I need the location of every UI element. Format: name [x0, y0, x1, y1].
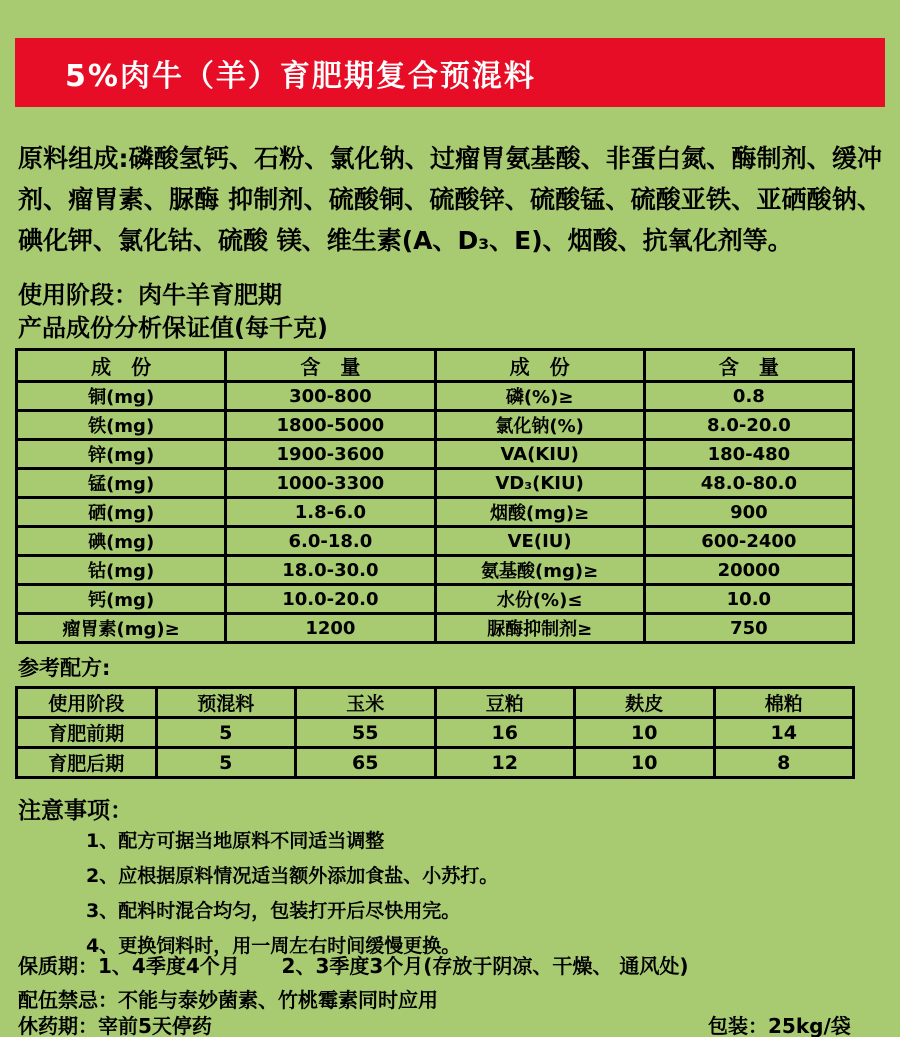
- table-cell: 瘤胃素(mg)≥: [17, 614, 226, 643]
- table-row: [17, 527, 854, 556]
- table-cell: 碘(mg): [17, 527, 226, 556]
- title-banner: [15, 38, 885, 107]
- table-cell: 750: [644, 614, 853, 643]
- analysis-table-title: 产品成份分析保证值(每千克): [18, 314, 328, 342]
- table-row: [17, 382, 854, 411]
- column-header: 预混料: [156, 688, 296, 718]
- package-spec: 包装：25kg/袋: [708, 1014, 851, 1037]
- table-cell: 育肥后期: [17, 748, 157, 778]
- table-cell: 1000-3300: [226, 469, 435, 498]
- table-cell: 5: [156, 748, 296, 778]
- note-item: 2、应根据原料情况适当额外添加食盐、小苏打。: [86, 865, 499, 887]
- table-cell: 8.0-20.0: [644, 411, 853, 440]
- table-cell: 6.0-18.0: [226, 527, 435, 556]
- table-cell: 育肥前期: [17, 718, 157, 748]
- note-item: 4、更换饲料时，用一周左右时间缓慢更换。: [86, 935, 461, 957]
- composition-analysis-table: [15, 348, 855, 644]
- table-cell: 900: [644, 498, 853, 527]
- column-header: 成 份: [435, 350, 644, 382]
- table-row: [17, 498, 854, 527]
- table-row: [17, 718, 854, 748]
- note-item: 3、配料时混合均匀，包装打开后尽快用完。: [86, 900, 461, 922]
- incompatibility-line: 配伍禁忌：不能与泰妙菌素、竹桃霉素同时应用: [18, 988, 438, 1012]
- table-cell: 10: [575, 748, 715, 778]
- table-cell: 10: [575, 718, 715, 748]
- table-cell: 氨基酸(mg)≥: [435, 556, 644, 585]
- table-cell: 水份(%)≤: [435, 585, 644, 614]
- notes-title: 注意事项：: [18, 798, 133, 824]
- table-cell: VD₃(KIU): [435, 469, 644, 498]
- table-cell: 脲酶抑制剂≥: [435, 614, 644, 643]
- table-cell: 钙(mg): [17, 585, 226, 614]
- ingredients-paragraph: 原料组成:磷酸氢钙、石粉、氯化钠、过瘤胃氨基酸、非蛋白氮、酶制剂、缓冲剂、瘤胃素、脲酶 抑制剂、硫酸铜、硫酸锌、硫酸锰、硫酸亚铁、亚硒酸钠、碘化钾、氯化钴、硫酸 镁、维生素(A、D₃、E)、烟酸、抗氧化剂等。: [18, 144, 882, 255]
- table-row: [17, 440, 854, 469]
- table-cell: 烟酸(mg)≥: [435, 498, 644, 527]
- table-cell: 20000: [644, 556, 853, 585]
- usage-stage-line: 使用阶段：肉牛羊育肥期: [18, 281, 282, 309]
- notes-list: [86, 824, 866, 964]
- table-cell: 180-480: [644, 440, 853, 469]
- table-cell: 磷(%)≥: [435, 382, 644, 411]
- table-header-row: [17, 688, 854, 718]
- table-cell: 16: [435, 718, 575, 748]
- table-cell: 600-2400: [644, 527, 853, 556]
- table-row: [17, 469, 854, 498]
- table-cell: 8: [714, 748, 854, 778]
- note-item: 1、配方可据当地原料不同适当调整: [86, 830, 385, 852]
- table-cell: 锰(mg): [17, 469, 226, 498]
- table-cell: 10.0: [644, 585, 853, 614]
- table-cell: 钴(mg): [17, 556, 226, 585]
- reference-formula-title: 参考配方:: [18, 656, 111, 680]
- column-header: 含 量: [226, 350, 435, 382]
- product-title: 5%肉牛（羊）育肥期复合预混料: [65, 58, 536, 94]
- shelf-life-line: 保质期：1、4季度4个月 2、3季度3个月(存放于阴凉、干燥、 通风处): [18, 954, 689, 978]
- table-cell: 48.0-80.0: [644, 469, 853, 498]
- table-row: [17, 614, 854, 643]
- table-cell: VA(KIU): [435, 440, 644, 469]
- table-cell: 1800-5000: [226, 411, 435, 440]
- table-header-row: [17, 350, 854, 382]
- table-cell: 18.0-30.0: [226, 556, 435, 585]
- table-row: [17, 556, 854, 585]
- table-cell: 1.8-6.0: [226, 498, 435, 527]
- table-cell: 锌(mg): [17, 440, 226, 469]
- column-header: 麸皮: [575, 688, 715, 718]
- table-cell: 铁(mg): [17, 411, 226, 440]
- withdrawal-period-line: 休药期：宰前5天停药: [18, 1014, 212, 1037]
- column-header: 豆粕: [435, 688, 575, 718]
- table-row: [17, 585, 854, 614]
- table-row: [17, 748, 854, 778]
- column-header: 棉粕: [714, 688, 854, 718]
- table-cell: 1900-3600: [226, 440, 435, 469]
- table-cell: 铜(mg): [17, 382, 226, 411]
- column-header: 使用阶段: [17, 688, 157, 718]
- table-cell: 1200: [226, 614, 435, 643]
- column-header: 含 量: [644, 350, 853, 382]
- table-row: [17, 411, 854, 440]
- table-cell: 0.8: [644, 382, 853, 411]
- column-header: 玉米: [296, 688, 436, 718]
- column-header: 成 份: [17, 350, 226, 382]
- table-cell: 65: [296, 748, 436, 778]
- table-cell: 5: [156, 718, 296, 748]
- table-cell: 55: [296, 718, 436, 748]
- table-cell: 氯化钠(%): [435, 411, 644, 440]
- table-cell: VE(IU): [435, 527, 644, 556]
- reference-formula-table: [15, 686, 855, 779]
- table-cell: 12: [435, 748, 575, 778]
- table-cell: 10.0-20.0: [226, 585, 435, 614]
- table-cell: 14: [714, 718, 854, 748]
- table-cell: 300-800: [226, 382, 435, 411]
- table-cell: 硒(mg): [17, 498, 226, 527]
